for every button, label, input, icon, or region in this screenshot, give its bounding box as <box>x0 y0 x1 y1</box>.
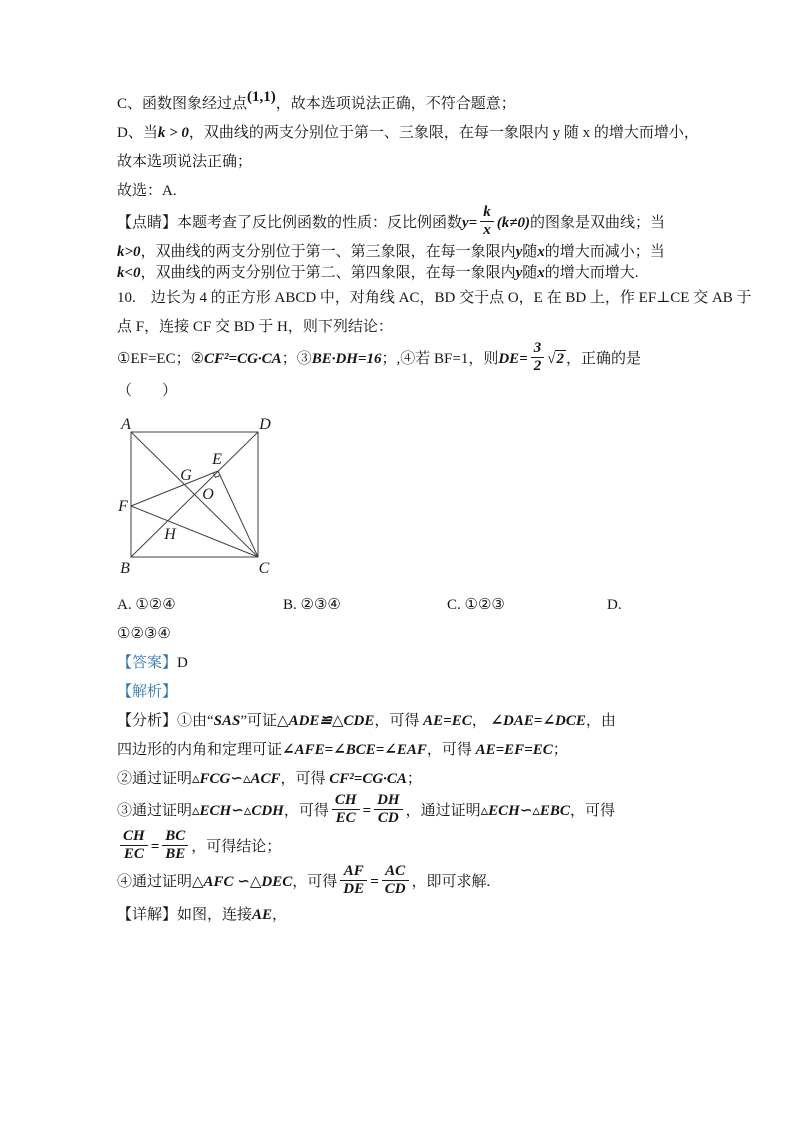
analysis-line-4a <box>117 794 706 830</box>
question-10-stem-line-1 <box>117 284 752 313</box>
square-diagram <box>113 414 293 584</box>
vertex-label-d: D <box>259 416 271 433</box>
text-run: （ ） <box>117 383 178 399</box>
point-label-o: O <box>202 486 214 503</box>
fraction: $\frac{DH}{CD}$ <box>374 792 403 828</box>
text-run: 四边形的内角和定理可证 <box>117 742 283 758</box>
text-run: 点 F，连接 CF 交 BD 于 H，则下列结论： <box>117 318 393 335</box>
analysis-line-5 <box>117 865 706 901</box>
geometry-figure <box>113 414 706 589</box>
segment-ec <box>218 471 258 557</box>
math-run: △ADE≌△CDE <box>277 713 375 729</box>
math-run: k > 0 <box>157 125 189 141</box>
option-b: B. ②③④ <box>283 597 341 613</box>
text-run: 的图象是双曲线；当 <box>529 215 665 232</box>
text-run: ，双曲线的两支分别位于第二、第四象限，在每一象限内 <box>140 264 516 281</box>
text-run: 随 <box>522 264 538 281</box>
text-run: 【分析】①由“ <box>117 713 214 729</box>
math-run: ∠AFE=∠BCE=∠EAF <box>282 742 427 758</box>
fraction: $\frac{CH}{EC}$ <box>332 792 360 828</box>
jiexi-label-line <box>117 678 706 707</box>
math-run: = <box>370 874 379 891</box>
text-run: 随 <box>522 243 538 260</box>
fraction: $\frac{AC}{CD}$ <box>382 863 409 899</box>
text-run: D、当 <box>117 125 158 141</box>
text-run: ，可得结论； <box>191 838 282 855</box>
text-run: ，可得 <box>426 742 476 758</box>
fraction: $\frac{AF}{DE}$ <box>340 863 367 899</box>
text-run: 【答案】 <box>117 655 178 671</box>
text-run: C、函数图象经过点 <box>117 96 248 112</box>
vertex-label-c: C <box>258 560 270 577</box>
math-run: ▵ECH∽▵EBC <box>480 803 570 820</box>
text-run: ，双曲线的两支分别位于第一、第三象限，在每一象限内 <box>140 243 516 260</box>
text-run: 10. 边长为 4 的正方形 ABCD 中，对角线 AC，BD 交于点 O，E 在 BD 上，作 EF⊥CE 交 AB 于 <box>117 289 752 306</box>
answer-line <box>117 649 706 678</box>
option-d-overflow <box>117 620 706 649</box>
math-run: (k≠0) <box>496 215 530 232</box>
segment-fc <box>131 506 258 557</box>
answer-bracket <box>117 377 706 406</box>
math-run: CF²=CG·CA <box>329 771 407 787</box>
text-run: ①②③④ <box>117 626 171 642</box>
text-run: ，可得 <box>569 803 615 820</box>
math-run: AE=EF=EC <box>475 742 553 758</box>
solution-line-c <box>117 90 706 119</box>
math-run: y= <box>462 215 478 232</box>
text-run: 【点睛】本题考查了反比例函数的性质：反比例函数 <box>117 215 463 232</box>
fraction: $\frac{BC}{BE}$ <box>162 828 188 864</box>
text-run: 故选：A. <box>117 183 177 199</box>
math-run: x <box>537 264 545 281</box>
math-run: ▵ECH∽▵CDH <box>192 803 284 820</box>
text-run: ，可得 <box>283 803 329 820</box>
text-run: ”可证 <box>240 713 278 729</box>
math-run: DE= <box>498 350 528 367</box>
text-run: 【详解】如图，连接 <box>117 906 253 923</box>
solution-choose-line <box>117 177 706 206</box>
math-run: AE <box>252 906 273 923</box>
point-label-e: E <box>212 451 222 468</box>
xiangjie-line <box>117 901 706 930</box>
superscript-run: (1,1) <box>247 89 276 105</box>
text-run: ，即可求解. <box>411 874 491 891</box>
text-run: ； <box>406 771 422 787</box>
math-run: k<0 <box>117 264 141 281</box>
text-run: ，由 <box>585 713 616 729</box>
option-a: A. ①②④ <box>117 597 176 613</box>
text-run: ，可得 <box>280 771 330 787</box>
fraction: $\frac{k}{x}$ <box>480 204 494 240</box>
dianjing-line-1 <box>117 206 706 242</box>
option-d: D. <box>607 597 622 613</box>
fraction: $\frac{3}{2}$ <box>531 340 545 376</box>
question-10-items-line <box>117 339 706 378</box>
math-run: = <box>150 838 160 855</box>
point-label-f: F <box>118 498 128 515</box>
math-run: SAS <box>213 713 241 729</box>
text-run: ，正确的是 <box>565 350 641 367</box>
option-c: C. ①②③ <box>447 597 505 613</box>
text-run: ， <box>471 713 491 729</box>
text-run: ；③ <box>281 350 312 367</box>
point-label-h: H <box>164 526 176 543</box>
math-run: = <box>362 803 372 820</box>
math-run: CF²=CG·CA <box>204 350 282 367</box>
text-run: ，通过证明 <box>405 803 481 820</box>
math-run: k>0 <box>117 243 141 260</box>
math-run: AE=EC <box>423 713 472 729</box>
text-run: 的增大而减小；当 <box>544 243 665 260</box>
text-run: ， <box>272 906 288 923</box>
text-run: ，双曲线的两支分别位于第一、三象限，在每一象限内 y 随 x 的增大而增小， <box>188 125 699 141</box>
math-run: y <box>515 243 523 260</box>
vertex-label-b: B <box>120 560 130 577</box>
dianjing-line-2 <box>117 242 706 263</box>
math-run: x <box>537 243 545 260</box>
point-label-g: G <box>180 467 192 484</box>
text-run: 【解析】 <box>117 684 178 700</box>
text-run: ，故本选项说法正确，不符合题意； <box>275 96 516 112</box>
text-run: ；,④若 BF=1，则 <box>381 350 499 367</box>
math-run: △AFC ∽△DEC <box>192 874 293 891</box>
text-run: D <box>177 655 188 671</box>
text-run: 的增大而增大. <box>544 264 639 281</box>
radical: √2 <box>547 350 564 367</box>
analysis-line-2 <box>117 736 706 765</box>
text-run: 故本选项说法正确； <box>117 154 253 170</box>
math-run: ∠DAE=∠DCE <box>490 713 586 729</box>
analysis-line-1 <box>117 707 706 736</box>
fraction: $\frac{CH}{EC}$ <box>120 828 148 864</box>
math-run: BE·DH=16 <box>311 350 382 367</box>
choice-options-row <box>117 591 706 620</box>
question-10-stem-line-2 <box>117 313 706 342</box>
dianjing-line-3 <box>117 263 706 284</box>
text-run: ④通过证明 <box>117 874 193 891</box>
solution-line-d2 <box>117 148 706 177</box>
text-run: ③通过证明 <box>117 803 193 820</box>
text-run: ①EF=EC；② <box>117 350 205 367</box>
text-run: ； <box>552 742 568 758</box>
analysis-line-3 <box>117 765 706 794</box>
text-run: ，可得 <box>292 874 338 891</box>
vertex-label-a: A <box>121 416 131 433</box>
math-run: y <box>515 264 523 281</box>
text-run: ，可得 <box>374 713 424 729</box>
solution-line-d <box>117 119 706 148</box>
math-run: ▵FCG∽▵ACF <box>192 771 281 787</box>
text-run: ②通过证明 <box>117 771 193 787</box>
analysis-line-4b <box>117 827 706 866</box>
